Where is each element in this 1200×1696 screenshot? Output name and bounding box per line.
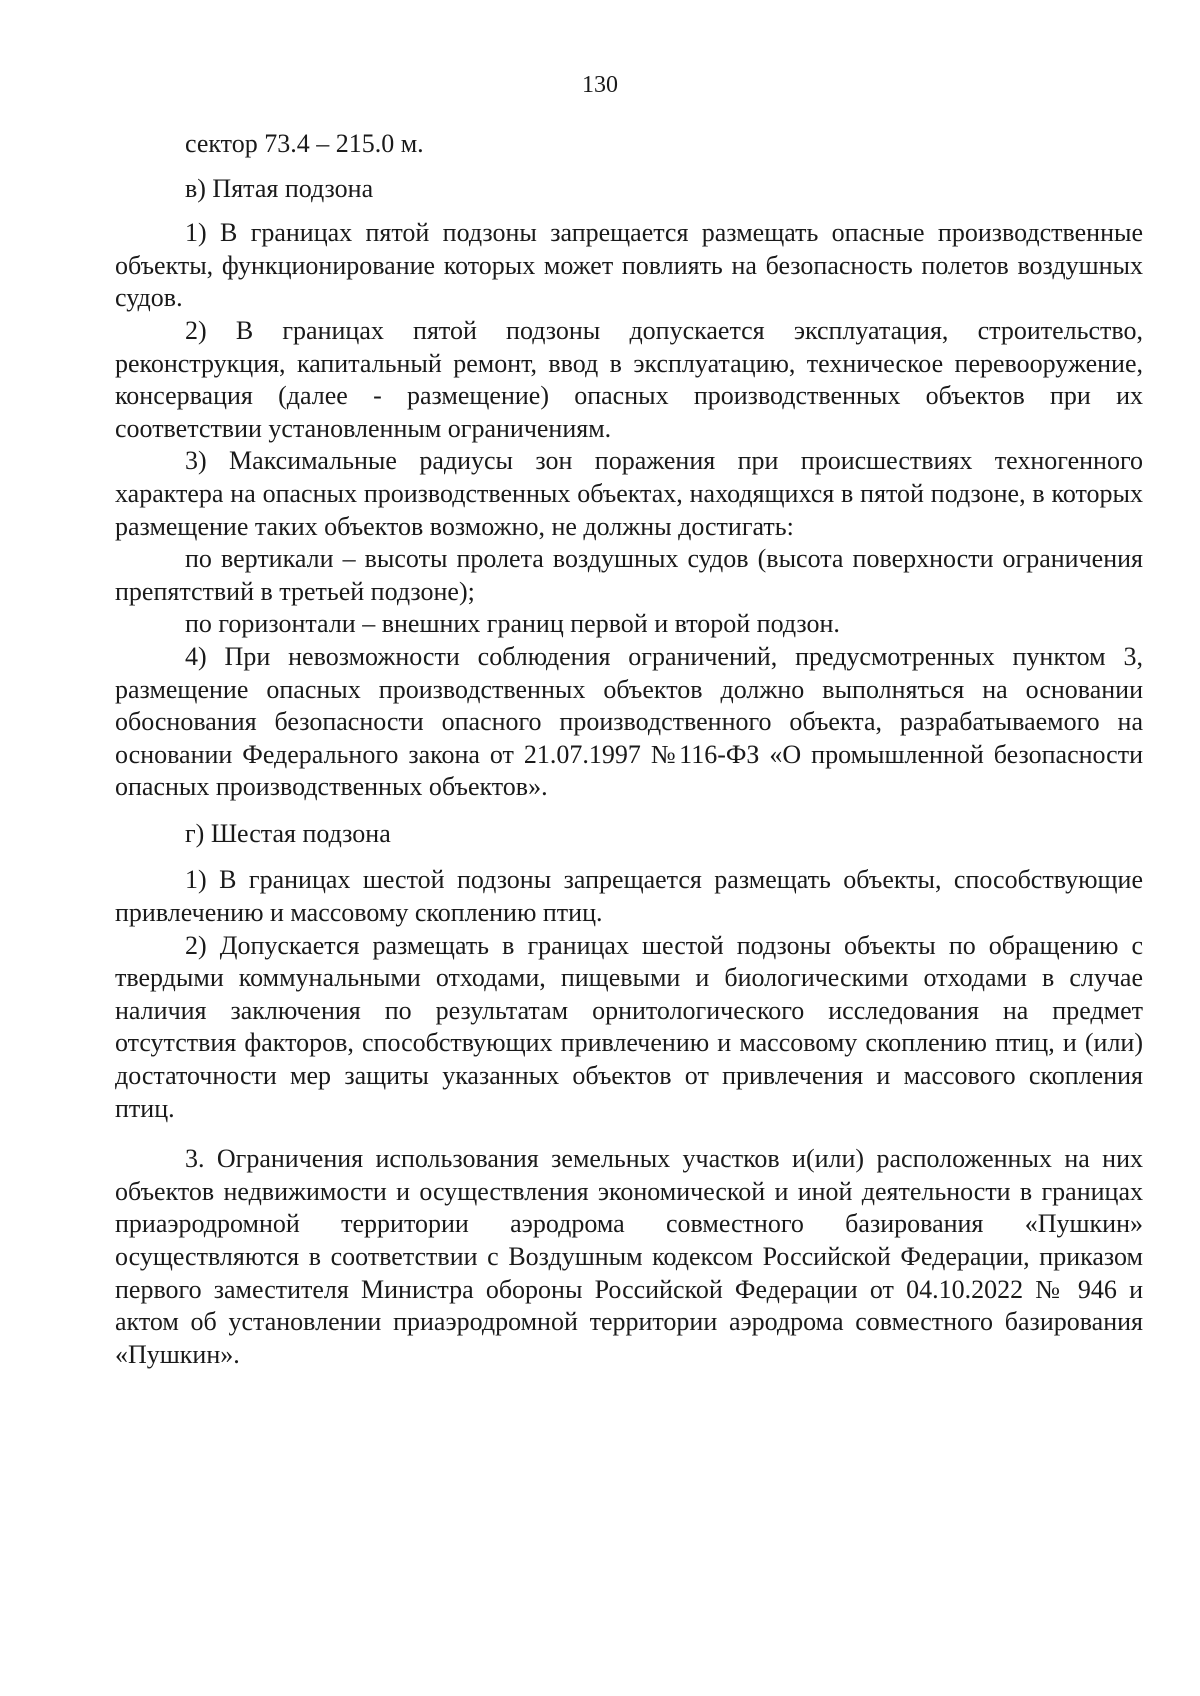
paragraph-fifth-subzone-item-2: 2) В границах пятой подзоны допускается эксплуатация, строительство, реконструкция, капитальный ремонт, ввод в эксплуатацию, техническое перевооружение, консервация (далее - размещение) опасных производственных объектов при их соответствии установленным ограничениям. <box>115 315 1143 443</box>
paragraph-vertical-limit: по вертикали – высоты пролета воздушных судов (высота поверхности ограничения препятствий в третьей подзоне); <box>115 544 1143 606</box>
paragraph-horizontal-limit: по горизонтали – внешних границ первой и второй подзон. <box>185 609 840 639</box>
heading-sixth-subzone: г) Шестая подзона <box>185 818 391 848</box>
document-body <box>115 128 1143 1371</box>
paragraph-fifth-subzone-item-4: 4) При невозможности соблюдения ограничений, предусмотренных пунктом 3, размещение опасных производственных объектов должно выполняться на основании обоснования безопасности опасного производственного объекта, разрабатываемого на основании Федерального закона от 21.07.1997 №116-ФЗ «О промышленной безопасности опасных производственных объектов». <box>115 641 1143 802</box>
paragraph-sixth-subzone-item-1: 1) В границах шестой подзоны запрещается размещать объекты, способствующие привлечению и массовому скоплению птиц. <box>115 865 1143 928</box>
paragraph-sixth-subzone-item-2: 2) Допускается размещать в границах шестой подзоны объекты по обращению с твердыми коммунальными отходами, пищевыми и биологическими отходами в случае наличия заключения по результатам орнитологического исследования на предмет отсутствия факторов, способствующих привлечению и массовому скоплению птиц, и (или) достаточности мер защиты указанных объектов от привлечения и массового скопления птиц. <box>115 930 1143 1123</box>
page-number: 130 <box>582 72 618 98</box>
paragraph-sector-range: сектор 73.4 – 215.0 м. <box>185 129 424 158</box>
paragraph-fifth-subzone-item-3: 3) Максимальные радиусы зон поражения при происшествиях техногенного характера на опасных производственных объектах, находящихся в пятой подзоне, в которых размещение таких объектов возможно, не должны достигать: <box>115 446 1143 541</box>
paragraph-section-3: 3. Ограничения использования земельных участков и(или) расположенных на них объектов недвижимости и осуществления экономической и иной деятельности в границах приаэродромной территории аэродрома совместного базирования «Пушкин» осуществляются в соответствии с Воздушным кодексом Российской Федерации, приказом первого заместителя Министра обороны Российской Федерации от 04.10.2022 № 946 и актом об установлении приаэродромной территории аэродрома совместного базирования «Пушкин». <box>115 1144 1143 1369</box>
heading-fifth-subzone: в) Пятая подзона <box>185 173 374 203</box>
paragraph-fifth-subzone-item-1: 1) В границах пятой подзоны запрещается размещать опасные производственные объекты, функционирование которых может повлиять на безопасность полетов воздушных судов. <box>115 218 1143 313</box>
